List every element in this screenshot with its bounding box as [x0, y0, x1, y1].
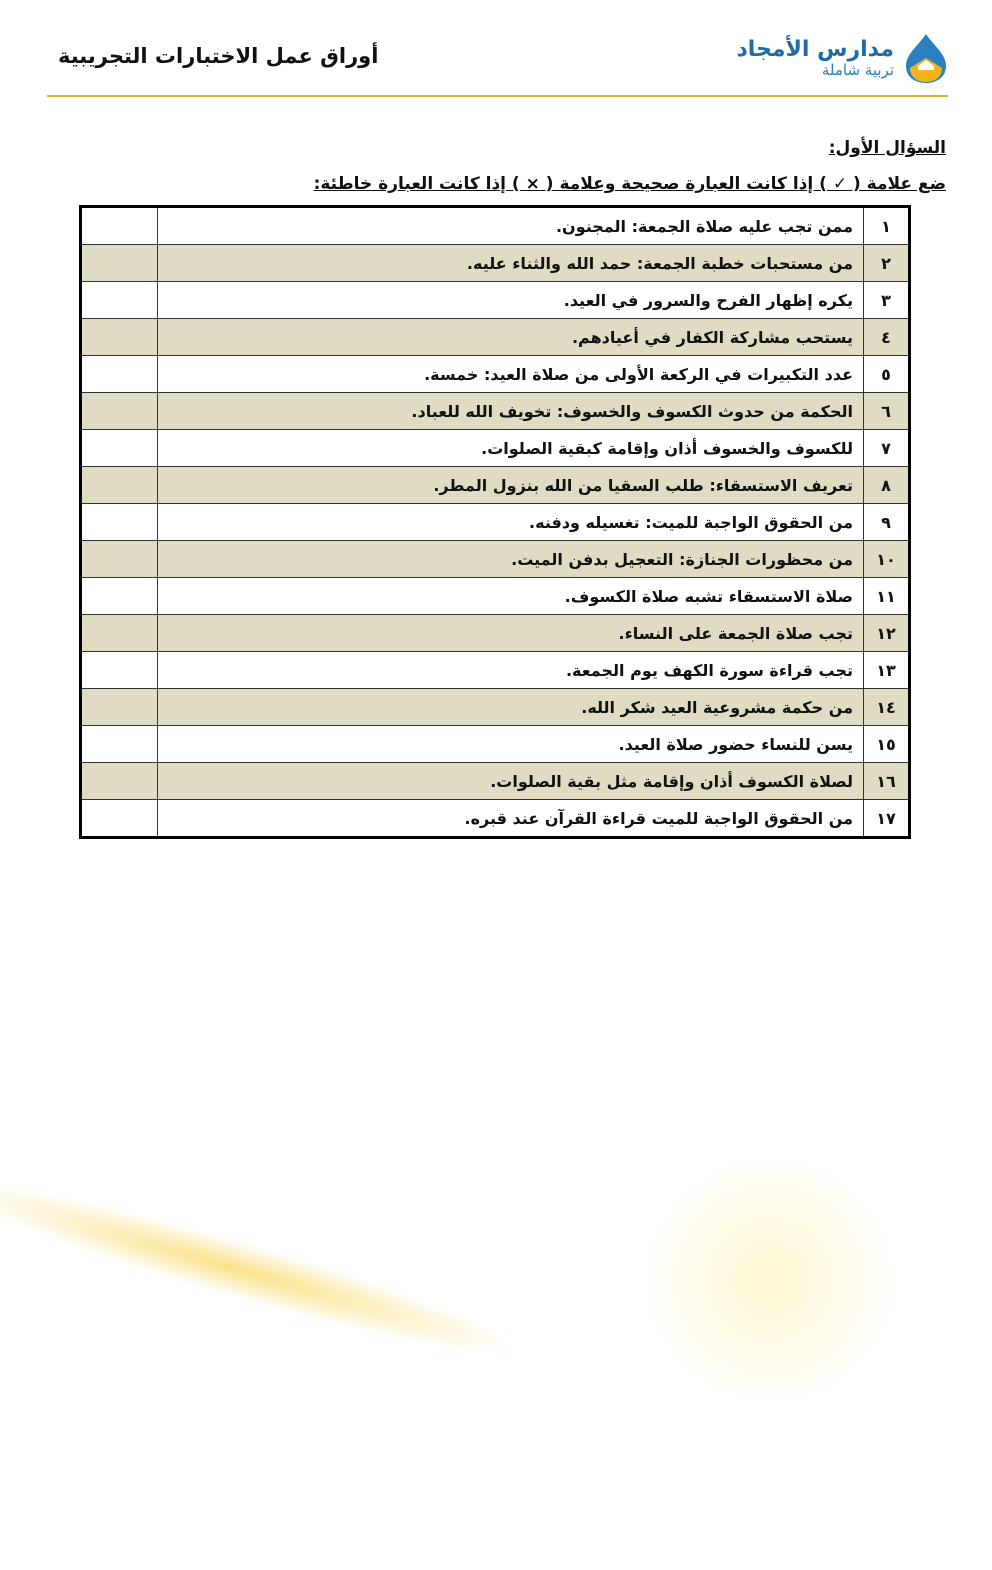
answer-cell[interactable]	[81, 356, 158, 393]
question-instruction: ضع علامة ( ✓ ) إذا كانت العبارة صحيحة وعلامة ( × ) إذا كانت العبارة خاطئة:	[313, 174, 946, 194]
header-divider	[47, 95, 948, 97]
row-number: ٨	[864, 467, 910, 504]
row-number: ١٠	[864, 541, 910, 578]
logo-tagline: تربية شاملة	[821, 60, 894, 79]
row-number: ٩	[864, 504, 910, 541]
statement-text: يستحب مشاركة الكفار في أعيادهم.	[158, 319, 864, 356]
row-number: ١١	[864, 578, 910, 615]
statement-text: صلاة الاستسقاء تشبه صلاة الكسوف.	[158, 578, 864, 615]
answer-cell[interactable]	[81, 652, 158, 689]
row-number: ٢	[864, 245, 910, 282]
answer-cell[interactable]	[81, 467, 158, 504]
worksheet-title: أوراق عمل الاختبارات التجريبية	[58, 44, 379, 68]
table-row	[81, 578, 910, 615]
statement-text: يسن للنساء حضور صلاة العيد.	[158, 726, 864, 763]
row-number: ١٤	[864, 689, 910, 726]
answer-cell[interactable]	[81, 800, 158, 838]
row-number: ٦	[864, 393, 910, 430]
question-title: السؤال الأول:	[828, 138, 946, 158]
row-number: ١	[864, 207, 910, 245]
table-row	[81, 356, 910, 393]
statement-text: تجب قراءة سورة الكهف يوم الجمعة.	[158, 652, 864, 689]
table-row	[81, 207, 910, 245]
logo-name: مدارس الأمجاد	[736, 36, 894, 62]
true-false-table	[79, 205, 911, 839]
answer-cell[interactable]	[81, 504, 158, 541]
answer-cell[interactable]	[81, 726, 158, 763]
table-row	[81, 282, 910, 319]
row-number: ١٧	[864, 800, 910, 838]
answer-cell[interactable]	[81, 207, 158, 245]
row-number: ١٦	[864, 763, 910, 800]
row-number: ٤	[864, 319, 910, 356]
table-row	[81, 245, 910, 282]
statement-text: عدد التكبيرات في الركعة الأولى من صلاة العيد: خمسة.	[158, 356, 864, 393]
answer-cell[interactable]	[81, 393, 158, 430]
table-row	[81, 652, 910, 689]
statement-text: للكسوف والخسوف أذان وإقامة كبقية الصلوات.	[158, 430, 864, 467]
table-row	[81, 726, 910, 763]
answer-cell[interactable]	[81, 245, 158, 282]
row-number: ٥	[864, 356, 910, 393]
row-number: ١٥	[864, 726, 910, 763]
table-row	[81, 689, 910, 726]
background-glow	[640, 1150, 900, 1410]
table-row	[81, 430, 910, 467]
table-row	[81, 800, 910, 838]
table-row	[81, 467, 910, 504]
statement-text: الحكمة من حدوث الكسوف والخسوف: تخويف الله للعباد.	[158, 393, 864, 430]
school-logo	[736, 32, 948, 84]
row-number: ٣	[864, 282, 910, 319]
answer-cell[interactable]	[81, 541, 158, 578]
statement-text: من مستحبات خطبة الجمعة: حمد الله والثناء عليه.	[158, 245, 864, 282]
statement-text: تجب صلاة الجمعة على النساء.	[158, 615, 864, 652]
table-row	[81, 615, 910, 652]
row-number: ١٢	[864, 615, 910, 652]
statement-text: من حكمة مشروعية العيد شكر الله.	[158, 689, 864, 726]
statement-text: تعريف الاستسقاء: طلب السقيا من الله بنزول المطر.	[158, 467, 864, 504]
table-row	[81, 763, 910, 800]
answer-cell[interactable]	[81, 319, 158, 356]
table-row	[81, 319, 910, 356]
statement-text: من الحقوق الواجبة للميت: تغسيله ودفنه.	[158, 504, 864, 541]
answer-cell[interactable]	[81, 578, 158, 615]
table-row	[81, 541, 910, 578]
answer-cell[interactable]	[81, 763, 158, 800]
table-row	[81, 504, 910, 541]
row-number: ١٣	[864, 652, 910, 689]
answer-cell[interactable]	[81, 689, 158, 726]
statement-text: يكره إظهار الفرح والسرور في العيد.	[158, 282, 864, 319]
drop-logo-icon	[904, 32, 948, 84]
table-row	[81, 393, 910, 430]
answer-cell[interactable]	[81, 615, 158, 652]
answer-cell[interactable]	[81, 430, 158, 467]
answer-cell[interactable]	[81, 282, 158, 319]
statement-text: لصلاة الكسوف أذان وإقامة مثل بقية الصلوات.	[158, 763, 864, 800]
statement-text: من محظورات الجنازة: التعجيل بدفن الميت.	[158, 541, 864, 578]
statement-text: من الحقوق الواجبة للميت قراءة القرآن عند قبره.	[158, 800, 864, 838]
row-number: ٧	[864, 430, 910, 467]
statement-text: ممن تجب عليه صلاة الجمعة: المجنون.	[158, 207, 864, 245]
